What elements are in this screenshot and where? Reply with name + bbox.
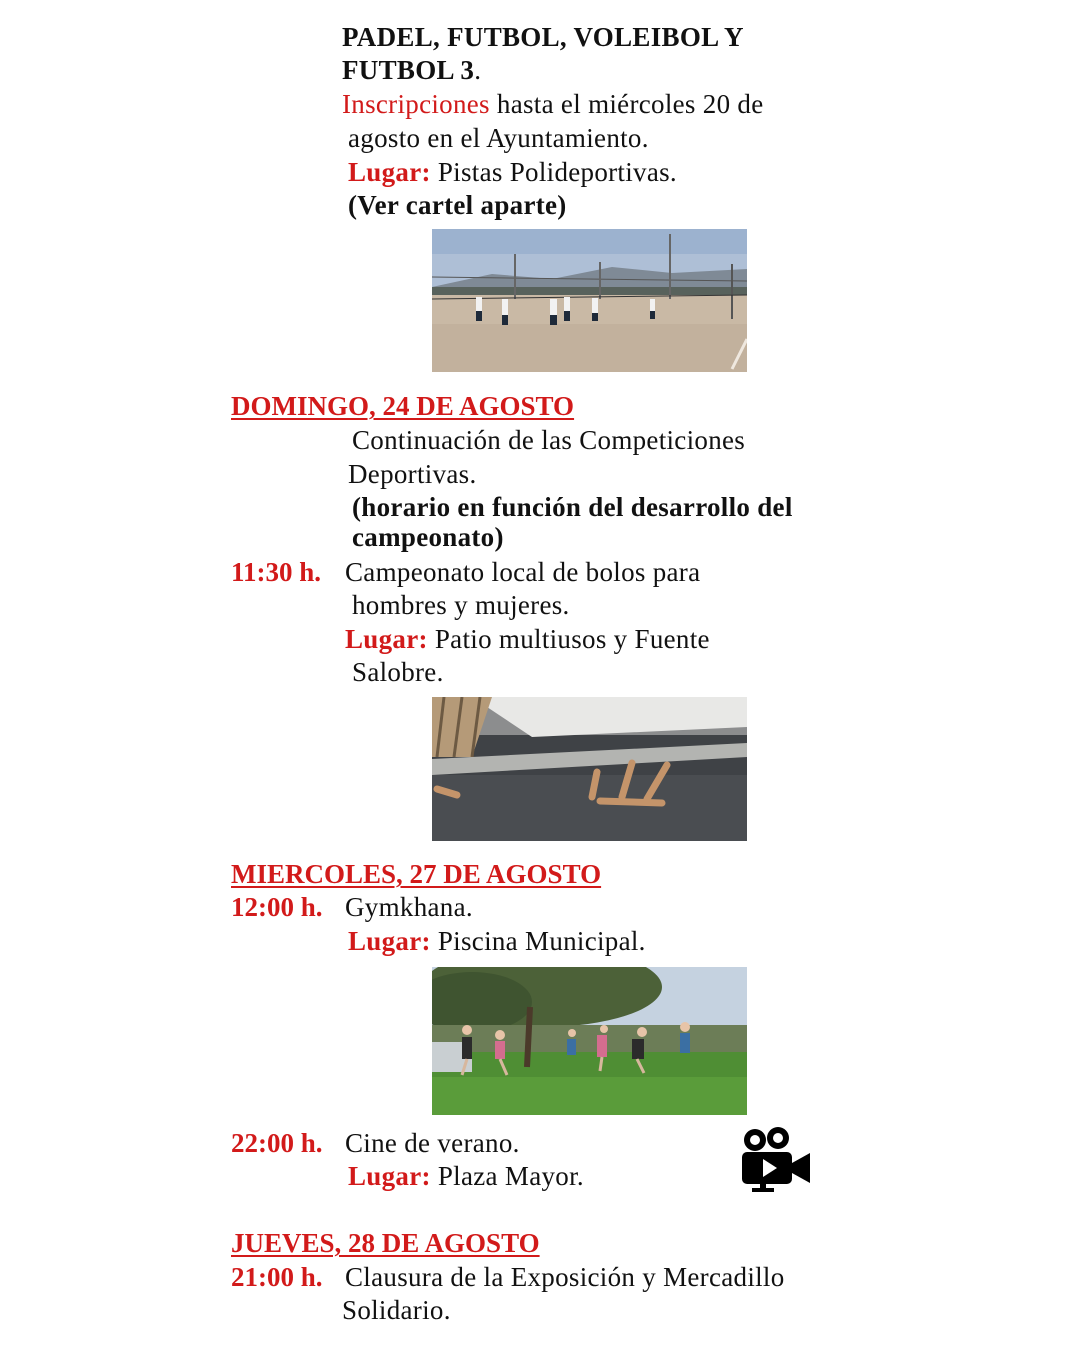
miercoles-event2-title: Cine de verano.	[345, 1128, 520, 1158]
miercoles-event1-time: 12:00 h.	[231, 892, 323, 922]
miercoles-event2-lugar-label: Lugar:	[348, 1161, 431, 1191]
domingo-note-line2: campeonato)	[352, 522, 504, 552]
volleyball-photo	[432, 229, 747, 372]
domingo-event-time: 11:30 h.	[231, 557, 322, 587]
domingo-line1: Continuación de las Competiciones	[352, 425, 746, 455]
sports-title-period: .	[474, 55, 482, 85]
inscripciones-line	[342, 89, 764, 120]
miercoles-event1-title: Gymkhana.	[345, 892, 473, 922]
inscripciones-label: Inscripciones	[342, 89, 490, 119]
domingo-lugar-line2: Salobre.	[352, 657, 444, 687]
bolos-photo	[432, 697, 747, 841]
sports-title-line2-text: FUTBOL 3	[342, 55, 475, 85]
jueves-event-line1: Clausura de la Exposición y Mercadillo	[345, 1262, 785, 1292]
intro-lugar-value: Pistas Polideportivas.	[430, 157, 677, 187]
heading-jueves: JUEVES, 28 DE AGOSTO	[231, 1228, 540, 1258]
sports-title-line1: PADEL, FUTBOL, VOLEIBOL Y	[342, 22, 744, 52]
miercoles-event2-time: 22:00 h.	[231, 1128, 323, 1158]
domingo-lugar	[345, 624, 710, 655]
miercoles-event2-lugar-value: Plaza Mayor.	[430, 1161, 584, 1191]
domingo-event-line2: hombres y mujeres.	[352, 590, 570, 620]
intro-lugar	[348, 157, 677, 188]
movie-camera-icon	[740, 1125, 812, 1193]
inscripciones-line2: agosto en el Ayuntamiento.	[348, 123, 649, 153]
domingo-note-line1: (horario en función del desarrollo del	[352, 492, 793, 522]
gymkhana-photo	[432, 967, 747, 1115]
inscripciones-text: hasta el miércoles 20 de	[489, 89, 764, 119]
miercoles-event1-lugar-value: Piscina Municipal.	[430, 926, 646, 956]
miercoles-event1-lugar	[348, 926, 646, 957]
jueves-event-line2: Solidario.	[342, 1295, 451, 1325]
domingo-line2: Deportivas.	[348, 459, 477, 489]
domingo-lugar-label: Lugar:	[345, 624, 428, 654]
heading-domingo: DOMINGO, 24 DE AGOSTO	[231, 391, 575, 421]
domingo-lugar-value: Patio multiusos y Fuente	[427, 624, 710, 654]
miercoles-event2-lugar	[348, 1161, 584, 1192]
jueves-event-time: 21:00 h.	[231, 1262, 323, 1292]
sports-title-line2	[342, 55, 481, 86]
ver-cartel-note: (Ver cartel aparte)	[348, 190, 567, 220]
domingo-event-line1: Campeonato local de bolos para	[345, 557, 701, 587]
intro-lugar-label: Lugar:	[348, 157, 431, 187]
heading-miercoles: MIERCOLES, 27 DE AGOSTO	[231, 859, 602, 889]
miercoles-event1-lugar-label: Lugar:	[348, 926, 431, 956]
